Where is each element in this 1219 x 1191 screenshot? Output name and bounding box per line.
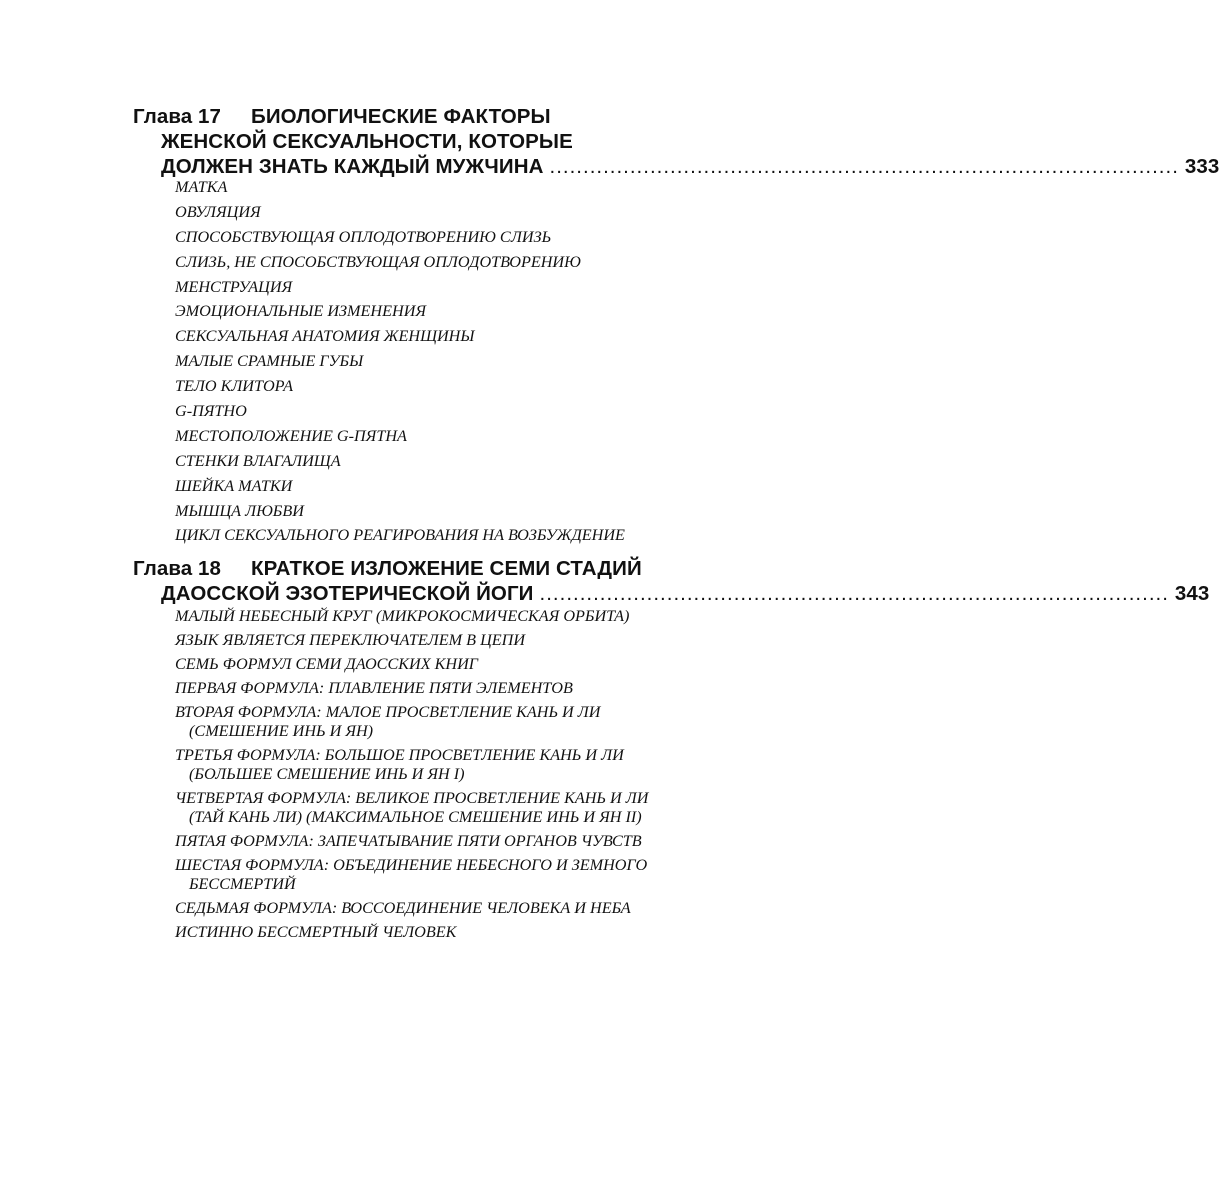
dot-leader: .............................................................................................. [539,582,1169,605]
chapter-18-subsections [175,607,735,947]
chapter-17-title-line: ЖЕНСКОЙ СЕКСУАЛЬНОСТИ, КОТОРЫЕ [161,130,573,153]
toc-item-line: ПЯТАЯ ФОРМУЛА: ЗАПЕЧАТЫВАНИЕ ПЯТИ ОРГАНОВ ЧУВСТВ [175,832,642,850]
toc-item[interactable]: G-ПЯТНО [175,402,247,421]
toc-item[interactable]: ЭМОЦИОНАЛЬНЫЕ ИЗМЕНЕНИЯ [175,302,427,321]
chapter-18-line-2 [133,581,1210,606]
toc-item[interactable] [175,703,735,741]
chapter-18-line-1 [133,556,753,581]
toc-item[interactable]: МЕСТОПОЛОЖЕНИЕ G-ПЯТНА [175,426,407,445]
chapter-17-title-line: ДОЛЖЕН ЗНАТЬ КАЖДЫЙ МУЖЧИНА [161,155,544,178]
chapter-18-title-line: КРАТКОЕ ИЗЛОЖЕНИЕ СЕМИ СТАДИЙ [251,557,642,580]
toc-item[interactable]: ОВУЛЯЦИЯ [175,202,261,221]
toc-item[interactable] [175,679,735,698]
toc-item[interactable] [175,789,735,827]
chapter-17-title-line: БИОЛОГИЧЕСКИЕ ФАКТОРЫ [251,105,551,128]
chapter-18-heading[interactable] [133,556,1210,606]
toc-item[interactable]: МЫШЦА ЛЮБВИ [175,501,304,520]
toc-item-line: СЕМЬ ФОРМУЛ СЕМИ ДАОССКИХ КНИГ [175,655,478,673]
toc-item-line: ЯЗЫК ЯВЛЯЕТСЯ ПЕРЕКЛЮЧАТЕЛЕМ В ЦЕПИ [175,631,526,649]
toc-item-line-continuation: БЕССМЕРТИЙ [189,875,296,893]
toc-item[interactable]: МАЛЫЕ СРАМНЫЕ ГУБЫ [175,352,364,371]
toc-item-line: ШЕСТАЯ ФОРМУЛА: ОБЪЕДИНЕНИЕ НЕБЕСНОГО И ЗЕМНОГО [175,856,648,874]
toc-item[interactable]: СТЕНКИ ВЛАГАЛИЩА [175,451,341,470]
toc-item[interactable] [175,923,735,942]
chapter-18-page-number: 343 [1174,582,1210,605]
dot-leader: .............................................................................................. [549,155,1179,178]
toc-item[interactable] [175,631,735,650]
chapter-17-heading[interactable] [133,104,1219,179]
toc-item[interactable]: СЛИЗЬ, НЕ СПОСОБСТВУЮЩАЯ ОПЛОДОТВОРЕНИЮ [175,252,581,271]
toc-item-line-continuation: (СМЕШЕНИЕ ИНЬ И ЯН) [189,722,374,740]
toc-item[interactable]: СЕКСУАЛЬНАЯ АНАТОМИЯ ЖЕНЩИНЫ [175,327,475,346]
toc-item[interactable] [175,607,735,626]
toc-item-line: СЕДЬМАЯ ФОРМУЛА: ВОССОЕДИНЕНИЕ ЧЕЛОВЕКА И НЕБА [175,899,631,917]
toc-item-line-continuation: (ТАЙ КАНЬ ЛИ) (МАКСИМАЛЬНОЕ СМЕШЕНИЕ ИНЬ И ЯН II) [189,808,642,826]
toc-item-line: МАЛЫЙ НЕБЕСНЫЙ КРУГ (МИКРОКОСМИЧЕСКАЯ ОРБИТА) [175,607,630,625]
toc-item-line: ПЕРВАЯ ФОРМУЛА: ПЛАВЛЕНИЕ ПЯТИ ЭЛЕМЕНТОВ [175,679,573,697]
chapter-18-number: Глава 18 [133,557,222,580]
toc-item-line: ВТОРАЯ ФОРМУЛА: МАЛОЕ ПРОСВЕТЛЕНИЕ КАНЬ И ЛИ [175,703,601,721]
toc-item[interactable]: МЕНСТРУАЦИЯ [175,277,293,296]
toc-item[interactable]: ЦИКЛ СЕКСУАЛЬНОГО РЕАГИРОВАНИЯ НА ВОЗБУЖДЕНИЕ [175,526,625,545]
toc-item[interactable] [175,899,735,918]
toc-item-line: ТРЕТЬЯ ФОРМУЛА: БОЛЬШОЕ ПРОСВЕТЛЕНИЕ КАНЬ И ЛИ [175,746,624,764]
chapter-18-title-line: ДАОССКОЙ ЭЗОТЕРИЧЕСКОЙ ЙОГИ [161,582,534,605]
toc-item-line: ЧЕТВЕРТАЯ ФОРМУЛА: ВЕЛИКОЕ ПРОСВЕТЛЕНИЕ КАНЬ И ЛИ [175,789,649,807]
toc-item[interactable]: МАТКА [175,178,228,196]
toc-item[interactable] [175,746,735,784]
toc-item-line-continuation: (БОЛЬШЕЕ СМЕШЕНИЕ ИНЬ И ЯН I) [189,765,465,783]
chapter-17-number: Глава 17 [133,105,222,128]
toc-item[interactable] [175,832,735,851]
toc-item-line: ИСТИННО БЕССМЕРТНЫЙ ЧЕЛОВЕК [175,923,457,941]
chapter-17-subsections [175,178,735,551]
toc-item[interactable]: ШЕЙКА МАТКИ [175,476,293,495]
toc-item[interactable]: ТЕЛО КЛИТОРА [175,377,294,396]
chapter-17-page-number: 333 [1184,155,1219,178]
chapter-17-line-3 [133,154,1219,179]
chapter-17-line-1 [133,104,753,129]
toc-item[interactable]: СПОСОБСТВУЮЩАЯ ОПЛОДОТВОРЕНИЮ СЛИЗЬ [175,227,552,246]
toc-item[interactable] [175,655,735,674]
toc-item[interactable] [175,856,735,894]
